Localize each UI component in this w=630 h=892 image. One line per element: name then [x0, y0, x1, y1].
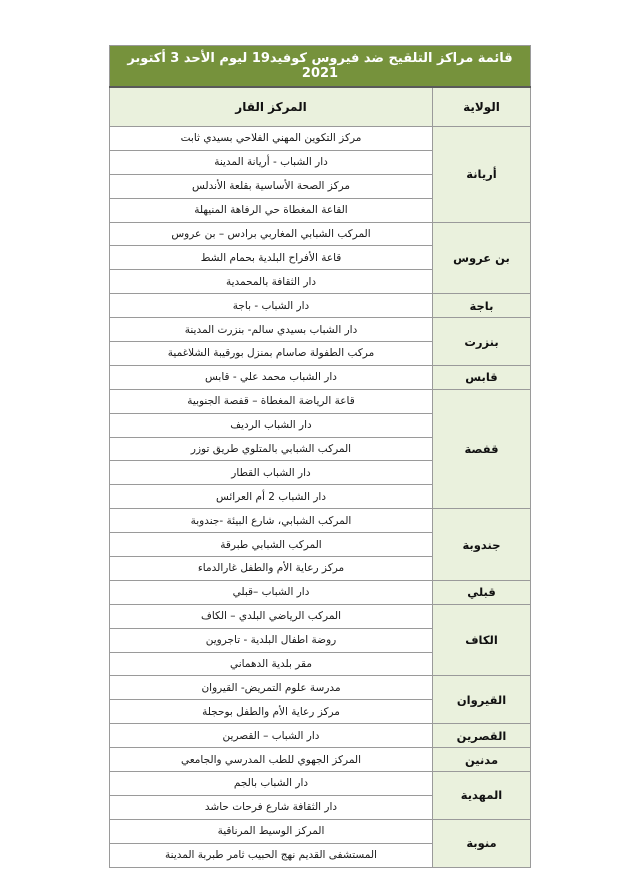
vaccination-center-cell: المستشفى القديم نهج الحبيب ثامر طبربة المدينة — [110, 843, 433, 867]
vaccination-center-cell: دار الشباب محمد علي - قابس — [110, 365, 433, 389]
table-row — [110, 318, 531, 342]
vaccination-center-cell: مركز رعاية الأم والطفل بوحجلة — [110, 700, 433, 724]
governorate-cell: القيروان — [433, 676, 531, 724]
table-row — [110, 365, 531, 389]
vaccination-center-cell: دار الشباب بسيدي سالم- بنزرت المدينة — [110, 318, 433, 342]
vaccination-center-cell: دار الشباب – القصرين — [110, 724, 433, 748]
vaccination-center-cell: المركب الشبابي، شارع البيئة -جندوبة — [110, 509, 433, 533]
vaccination-center-cell: دار الشباب القطار — [110, 461, 433, 485]
vaccination-center-cell: دار الشباب - أريانة المدينة — [110, 150, 433, 174]
vaccination-center-cell: القاعة المغطاة حي الرفاهة المنيهلة — [110, 198, 433, 222]
vaccination-center-cell: المركز الجهوي للطب المدرسي والجامعي — [110, 748, 433, 772]
vaccination-center-cell: مركب الطفولة صاسام بمنزل بورقيبة الشلاغمية — [110, 342, 433, 366]
title-row — [110, 46, 531, 88]
table-row — [110, 748, 531, 772]
vaccination-center-cell: المركب الشبابي طبرقة — [110, 533, 433, 557]
governorate-cell: جندوبة — [433, 509, 531, 581]
vaccination-center-cell: دار الشباب –قبلي — [110, 580, 433, 604]
table-row — [110, 604, 531, 628]
vaccination-center-cell: دار الشباب - باجة — [110, 294, 433, 318]
governorate-cell: بن عروس — [433, 222, 531, 294]
governorate-cell: قبلي — [433, 580, 531, 604]
governorate-cell: بنزرت — [433, 318, 531, 366]
vaccination-center-cell: مقر بلدية الدهماني — [110, 652, 433, 676]
table-row — [110, 772, 531, 796]
header-row — [110, 87, 531, 127]
vaccination-center-cell: مركز التكوين المهني الفلاحي بسيدي ثابت — [110, 127, 433, 151]
vaccination-center-cell: روضة اطفال البلدية - تاجروين — [110, 628, 433, 652]
vaccination-centers-table — [109, 45, 531, 868]
vaccination-center-cell: مدرسة علوم التمريض- القيروان — [110, 676, 433, 700]
table-row — [110, 222, 531, 246]
governorate-cell: أريانة — [433, 127, 531, 223]
vaccination-center-cell: المركب الشبابي المغاربي برادس – بن عروس — [110, 222, 433, 246]
vaccination-center-cell: المركب الرياضي البلدي – الكاف — [110, 604, 433, 628]
table-row — [110, 294, 531, 318]
governorate-cell: القصرين — [433, 724, 531, 748]
vaccination-center-cell: دار الشباب 2 أم العرائس — [110, 485, 433, 509]
table-row — [110, 127, 531, 151]
table-row — [110, 389, 531, 413]
governorate-cell: قفصة — [433, 389, 531, 508]
vaccination-center-cell: دار الثقافة بالمحمدية — [110, 270, 433, 294]
vaccination-center-cell: مركز الصحة الأساسية بقلعة الأندلس — [110, 174, 433, 198]
vaccination-center-cell: قاعة الأفراح البلدية بحمام الشط — [110, 246, 433, 270]
governorate-cell: منوبة — [433, 819, 531, 867]
vaccination-center-cell: دار الشباب بالجم — [110, 772, 433, 796]
table-row — [110, 819, 531, 843]
vaccination-center-cell: المركب الشبابي بالمتلوي طريق توزر — [110, 437, 433, 461]
vaccination-center-cell: مركز رعاية الأم والطفل غارالدماء — [110, 557, 433, 581]
table-row — [110, 676, 531, 700]
governorate-cell: مدنين — [433, 748, 531, 772]
header-center: المركز القار — [110, 87, 433, 127]
governorate-cell: الكاف — [433, 604, 531, 676]
table-title: قائمة مراكز التلقيح ضد فيروس كوفيد19 ليوم الأحد 3 أكتوبر 2021 — [110, 46, 531, 88]
vaccination-center-cell: قاعة الرياضة المغطاة – قفصة الجنوبية — [110, 389, 433, 413]
vaccination-center-cell: دار الثقافة شارع فرحات حاشد — [110, 795, 433, 819]
vaccination-center-cell: دار الشباب الرديف — [110, 413, 433, 437]
header-governorate: الولاية — [433, 87, 531, 127]
vaccination-centers-document — [110, 45, 531, 868]
governorate-cell: باجة — [433, 294, 531, 318]
table-row — [110, 724, 531, 748]
table-row — [110, 580, 531, 604]
governorate-cell: قابس — [433, 365, 531, 389]
table-row — [110, 509, 531, 533]
vaccination-center-cell: المركز الوسيط المرناقية — [110, 819, 433, 843]
governorate-cell: المهدية — [433, 772, 531, 820]
